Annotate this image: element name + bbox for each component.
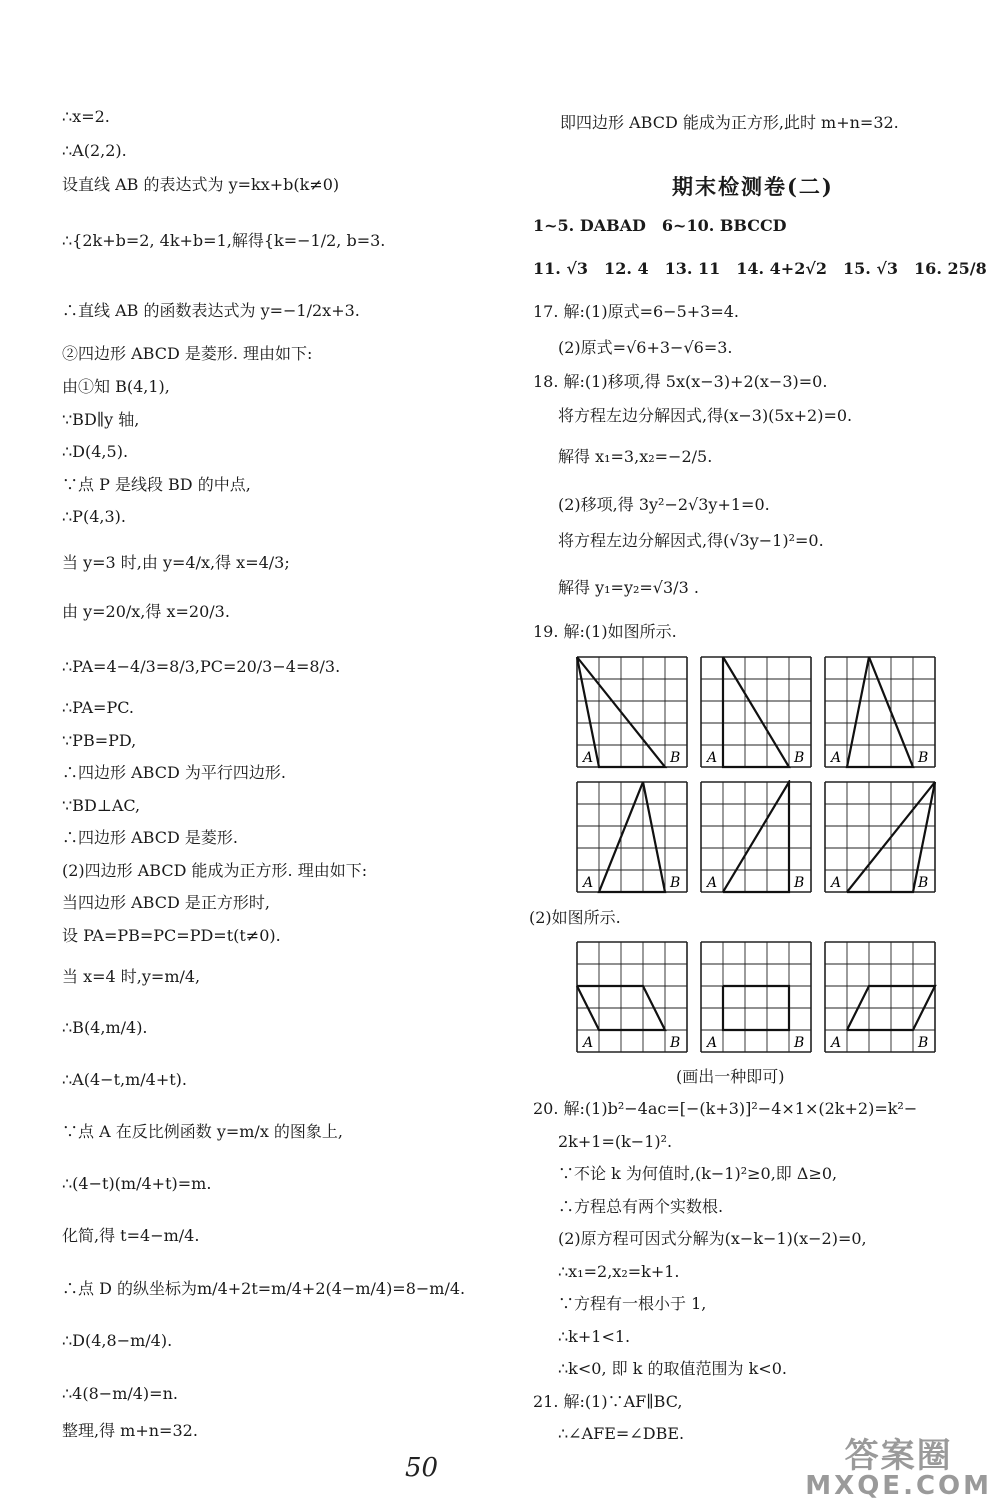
shape-outline bbox=[599, 782, 665, 892]
text-line: ∵BD∥y 轴, bbox=[62, 410, 140, 429]
text-line: ∴四边形 ABCD 是菱形. bbox=[62, 828, 238, 847]
text-line: (2)原方程可因式分解为(x−k−1)(x−2)=0, bbox=[558, 1229, 867, 1248]
text-line: 解得 x₁=3,x₂=−2/5. bbox=[558, 447, 713, 466]
text-line: ∴A(2,2). bbox=[62, 141, 127, 160]
text-line: 整理,得 m+n=32. bbox=[62, 1421, 198, 1440]
text-line: 17. 解:(1)原式=6−5+3=4. bbox=[533, 302, 740, 321]
text-line: ∴PA=4−4/3=8/3,PC=20/3−4=8/3. bbox=[62, 657, 341, 676]
point-label-a: A bbox=[831, 1035, 842, 1051]
text-line: ∴P(4,3). bbox=[62, 507, 126, 526]
answer-key-line: 1~5. DABAD 6~10. BBCCD bbox=[533, 216, 787, 235]
text-line: 当 y=3 时,由 y=4/x,得 x=4/3; bbox=[62, 553, 290, 572]
grid-figure-2 bbox=[699, 655, 813, 769]
text-line: (2)原式=√6+3−√6=3. bbox=[558, 338, 733, 357]
text-line: ∴PA=PC. bbox=[62, 698, 134, 717]
text-line: 20. 解:(1)b²−4ac=[−(k+3)]²−4×1×(2k+2)=k²− bbox=[533, 1099, 918, 1118]
text-line: ∴(4−t)(m/4+t)=m. bbox=[62, 1174, 212, 1193]
answer-key-line: 11. √3 12. 4 13. 11 14. 4+2√2 15. √3 16. 25/8 bbox=[533, 259, 987, 278]
text-line: ∴∠AFE=∠DBE. bbox=[558, 1424, 685, 1443]
text-line: ∵PB=PD, bbox=[62, 731, 137, 750]
grid-figure-1 bbox=[575, 655, 689, 769]
text-line: ∴点 D 的纵坐标为m/4+2t=m/4+2(4−m/4)=8−m/4. bbox=[62, 1279, 466, 1298]
shape-outline bbox=[723, 782, 789, 892]
text-line: (2)如图所示. bbox=[529, 908, 621, 927]
text-line: 将方程左边分解因式,得(√3y−1)²=0. bbox=[558, 531, 824, 550]
text-line: ∴方程总有两个实数根. bbox=[558, 1197, 724, 1216]
text-line: ∴A(4−t,m/4+t). bbox=[62, 1070, 187, 1089]
text-line: 当 x=4 时,y=m/4, bbox=[62, 967, 201, 986]
grid-figure-4 bbox=[575, 780, 689, 894]
grid-figure-3 bbox=[823, 655, 937, 769]
point-label-b: B bbox=[918, 750, 929, 766]
text-line: ∴{2k+b=2, 4k+b=1,解得{k=−1/2, b=3. bbox=[62, 231, 386, 250]
page-number: 50 bbox=[405, 1453, 439, 1483]
point-label-b: B bbox=[794, 875, 805, 891]
text-line: ∴4(8−m/4)=n. bbox=[62, 1384, 178, 1403]
text-line: 由①知 B(4,1), bbox=[62, 377, 170, 396]
shape-outline bbox=[723, 657, 789, 767]
text-line: 19. 解:(1)如图所示. bbox=[533, 622, 677, 641]
text-line: ∴k<0, 即 k 的取值范围为 k<0. bbox=[558, 1359, 787, 1378]
text-line: 设 PA=PB=PC=PD=t(t≠0). bbox=[62, 926, 281, 945]
point-label-b: B bbox=[670, 750, 681, 766]
text-line: 化简,得 t=4−m/4. bbox=[62, 1226, 200, 1245]
point-label-b: B bbox=[794, 750, 805, 766]
grid-figure-9 bbox=[823, 940, 937, 1054]
text-line: ∴k+1<1. bbox=[558, 1327, 631, 1346]
figure-note: (画出一种即可) bbox=[676, 1067, 785, 1086]
text-line: 由 y=20/x,得 x=20/3. bbox=[62, 602, 230, 621]
text-line: 21. 解:(1)∵AF∥BC, bbox=[533, 1392, 683, 1411]
text-line: 18. 解:(1)移项,得 5x(x−3)+2(x−3)=0. bbox=[533, 372, 828, 391]
text-line: (2)移项,得 3y²−2√3y+1=0. bbox=[558, 495, 770, 514]
point-label-a: A bbox=[831, 750, 842, 766]
text-line: 将方程左边分解因式,得(x−3)(5x+2)=0. bbox=[558, 406, 853, 425]
point-label-b: B bbox=[670, 1035, 681, 1051]
text-line: ∴直线 AB 的函数表达式为 y=−1/2x+3. bbox=[62, 301, 360, 320]
point-label-b: B bbox=[670, 875, 681, 891]
text-line: ∴D(4,5). bbox=[62, 442, 129, 461]
text-line: ∵不论 k 为何值时,(k−1)²≥0,即 Δ≥0, bbox=[558, 1164, 838, 1183]
grid-figure-8 bbox=[699, 940, 813, 1054]
grid-figure-6 bbox=[823, 780, 937, 894]
text-line: ∵BD⊥AC, bbox=[62, 796, 141, 815]
text-line: ∴x₁=2,x₂=k+1. bbox=[558, 1262, 680, 1281]
point-label-a: A bbox=[583, 875, 594, 891]
point-label-a: A bbox=[707, 875, 718, 891]
grid-figure-7 bbox=[575, 940, 689, 1054]
point-label-a: A bbox=[707, 750, 718, 766]
point-label-b: B bbox=[918, 875, 929, 891]
text-line: ∵方程有一根小于 1, bbox=[558, 1294, 707, 1313]
text-line: ∴B(4,m/4). bbox=[62, 1018, 148, 1037]
section-title: 期末检测卷(二) bbox=[672, 174, 834, 199]
text-line: ∵点 A 在反比例函数 y=m/x 的图象上, bbox=[62, 1122, 344, 1141]
text-line: ∴四边形 ABCD 为平行四边形. bbox=[62, 763, 286, 782]
text-line: ②四边形 ABCD 是菱形. 理由如下: bbox=[62, 344, 313, 363]
point-label-b: B bbox=[918, 1035, 929, 1051]
point-label-a: A bbox=[831, 875, 842, 891]
watermark-logo: 答案圈 MXQE.COM bbox=[805, 1436, 992, 1501]
text-line: ∴D(4,8−m/4). bbox=[62, 1331, 173, 1350]
point-label-a: A bbox=[583, 750, 594, 766]
grid-figure-5 bbox=[699, 780, 813, 894]
text-line: (2)四边形 ABCD 能成为正方形. 理由如下: bbox=[62, 861, 368, 880]
text-line: 即四边形 ABCD 能成为正方形,此时 m+n=32. bbox=[560, 113, 899, 132]
point-label-a: A bbox=[707, 1035, 718, 1051]
text-line: 解得 y₁=y₂=√3/3 . bbox=[558, 578, 699, 597]
text-line: ∵点 P 是线段 BD 的中点, bbox=[62, 475, 251, 494]
shape-outline bbox=[847, 657, 913, 767]
point-label-a: A bbox=[583, 1035, 594, 1051]
text-line: 2k+1=(k−1)². bbox=[558, 1132, 673, 1151]
point-label-b: B bbox=[794, 1035, 805, 1051]
text-line: 当四边形 ABCD 是正方形时, bbox=[62, 893, 270, 912]
text-line: ∴x=2. bbox=[62, 107, 110, 126]
text-line: 设直线 AB 的表达式为 y=kx+b(k≠0) bbox=[62, 175, 340, 194]
